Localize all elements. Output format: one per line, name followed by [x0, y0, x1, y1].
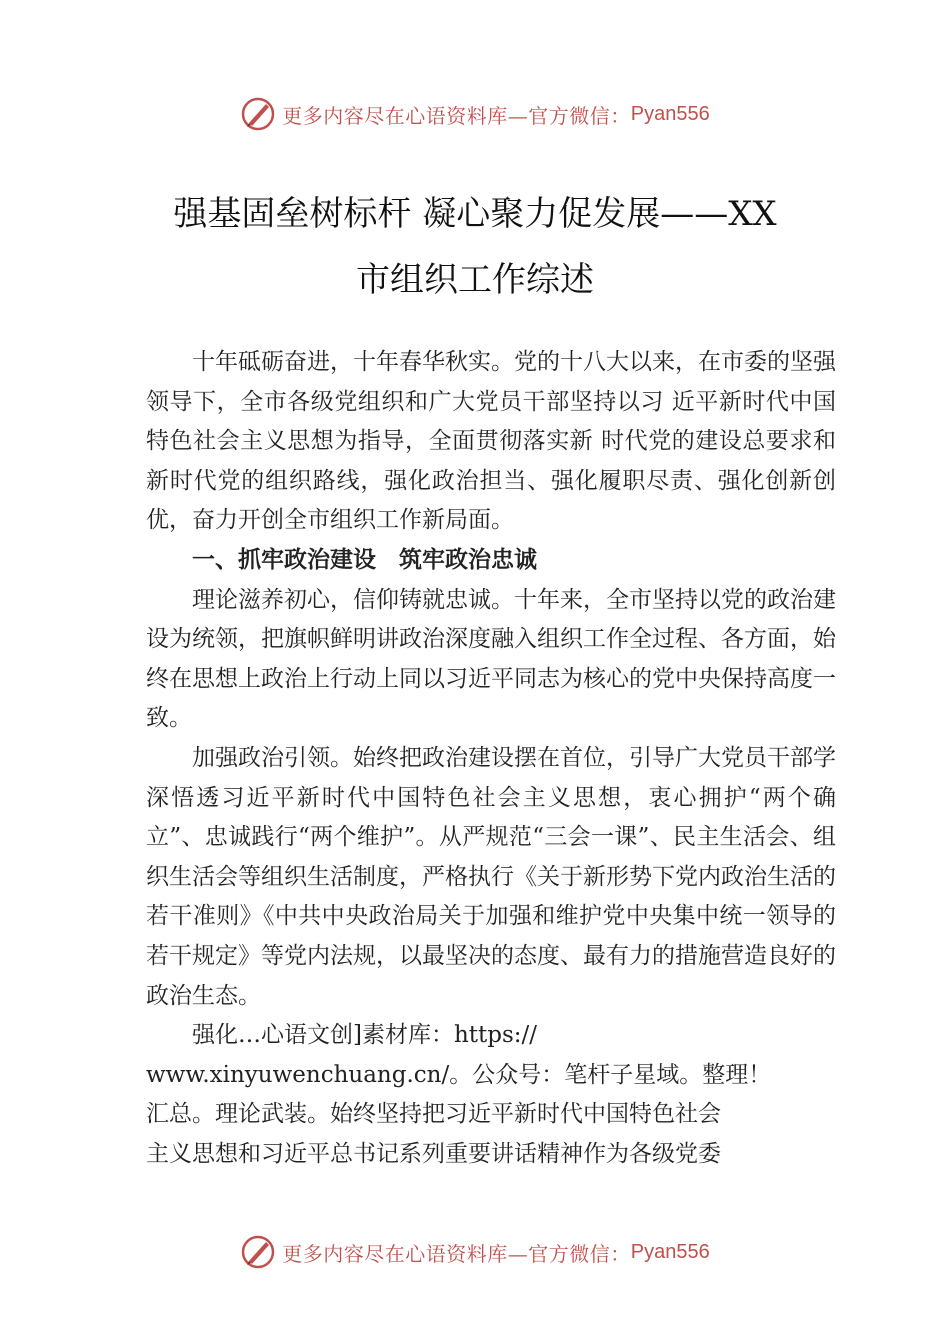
paragraph-line: 汇总。理论武装。始终坚持把习近平新时代中国特色社会	[146, 1101, 721, 1128]
watermark-banner-bottom	[0, 1232, 950, 1272]
watermark-wechat-id: Pyan556	[630, 1240, 710, 1263]
watermark-text: 更多内容尽在心语资料库—官方微信：	[282, 103, 631, 128]
watermark-banner-top	[0, 94, 950, 134]
paragraph-theory-arming	[146, 1016, 836, 1174]
watermark-text: 更多内容尽在心语资料库—官方微信：	[282, 1241, 631, 1266]
paragraph-theory: 理论滋养初心，信仰铸就忠诚。十年来，全市坚持以党的政治建设为统领，把旗帜鲜明讲政治深度融入组织工作全过程、各方面，始终在思想上政治上行动上同以习近平同志为核心的党中央保持高度一致。	[146, 586, 836, 732]
section-heading-1: 一、抓牢政治建设 筑牢政治忠诚	[192, 546, 537, 573]
watermark-wechat-id: Pyan556	[630, 102, 710, 125]
pen-logo-icon	[240, 1234, 276, 1270]
paragraph-political-guidance: 加强政治引领。始终把政治建设摆在首位，引导广大党员干部学深悟透习近平新时代中国特色社会主义思想，衷心拥护“两个确立”、忠诚践行“两个维护”。从严规范“三会一课”、民主生活会、组织生活会等组织生活制度，严格执行《关于新形势下党内政治生活的若干准则》《中共中央政治局关于加强和维护党中央集中统一领导的若干规定》等党内法规，以最坚决的态度、最有力的措施营造良好的政治生态。	[146, 744, 836, 1009]
pen-logo-icon	[240, 96, 276, 132]
paragraph-line: 主义思想和习近平总书记系列重要讲话精神作为各级党委	[146, 1140, 721, 1167]
document-title-line-2: 市组织工作综述	[356, 260, 594, 300]
paragraph-intro: 十年砥砺奋进，十年春华秋实。党的十八大以来，在市委的坚强领导下，全市各级党组织和广大党员干部坚持以习 近平新时代中国特色社会主义思想为指导，全面贯彻落实新 时代党的建设总要求和新时代党的组织路线，强化政治担当、强化履职尽责、强化创新创优，奋力开创全市组织工作新局面。	[146, 349, 836, 534]
document-body	[146, 343, 836, 1174]
paragraph-line: 强化…心语文创]素材库：https://	[192, 1022, 538, 1049]
document-title-line-1: 强基固垒树标杆 凝心聚力促发展——XX	[173, 194, 777, 234]
paragraph-line: www.xinyuwenchuang.cn/。公众号：笔杆子星域。整理！	[146, 1061, 772, 1088]
